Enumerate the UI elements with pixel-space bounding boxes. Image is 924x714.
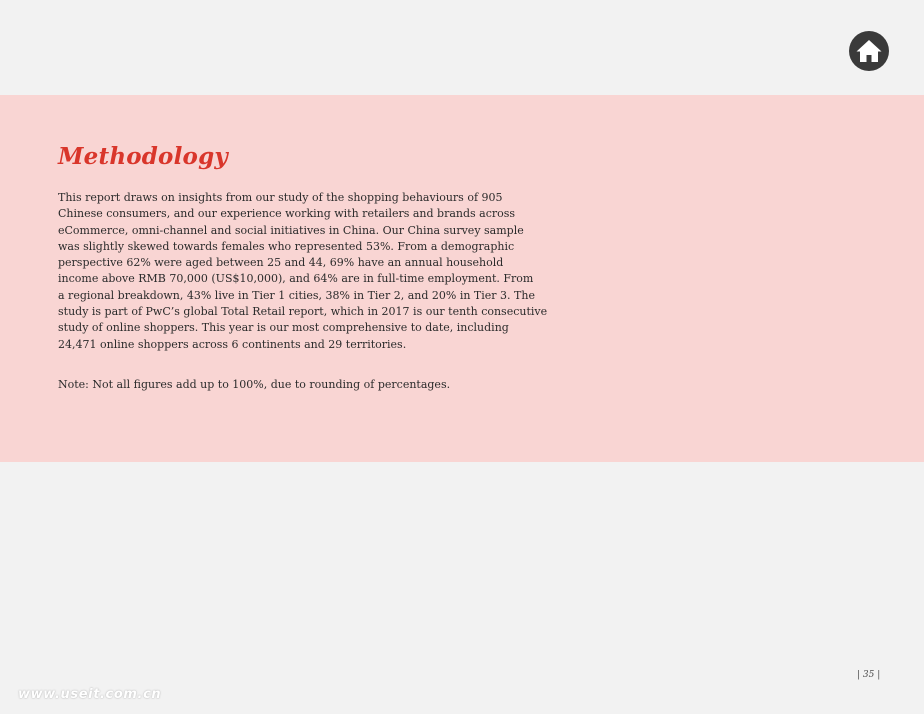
body-line: income above RMB 70,000 (US$10,000), and 64% are in full-time employment. From xyxy=(58,272,534,286)
body-line: 24,471 online shoppers across 6 continents and 29 territories. xyxy=(58,337,407,351)
body-line: perspective 62% were aged between 25 and 44, 69% have an annual household xyxy=(58,256,504,270)
home-button[interactable] xyxy=(849,31,889,71)
body-line: Chinese consumers, and our experience working with retailers and brands across xyxy=(58,207,516,221)
body-line: was slightly skewed towards females who represented 53%. From a demographic xyxy=(58,239,515,253)
body-line: This report draws on insights from our study of the shopping behaviours of 905 xyxy=(58,191,503,204)
methodology-body xyxy=(58,190,548,353)
body-line: eCommerce, omni-channel and social initiatives in China. Our China survey sample xyxy=(58,223,524,237)
body-line: study of online shoppers. This year is our most comprehensive to date, including xyxy=(58,321,509,335)
body-line: a regional breakdown, 43% live in Tier 1 cities, 38% in Tier 2, and 20% in Tier 3. The xyxy=(58,288,535,302)
watermark: www.useit.com.cn xyxy=(18,687,162,702)
rounding-note: Note: Not all figures add up to 100%, due to rounding of percentages. xyxy=(58,378,451,391)
page-number: | 35 | xyxy=(857,670,881,680)
body-line: study is part of PwC’s global Total Retail report, which in 2017 is our tenth consecutive xyxy=(58,305,548,319)
section-title: Methodology xyxy=(58,143,228,170)
home-icon xyxy=(855,38,883,64)
